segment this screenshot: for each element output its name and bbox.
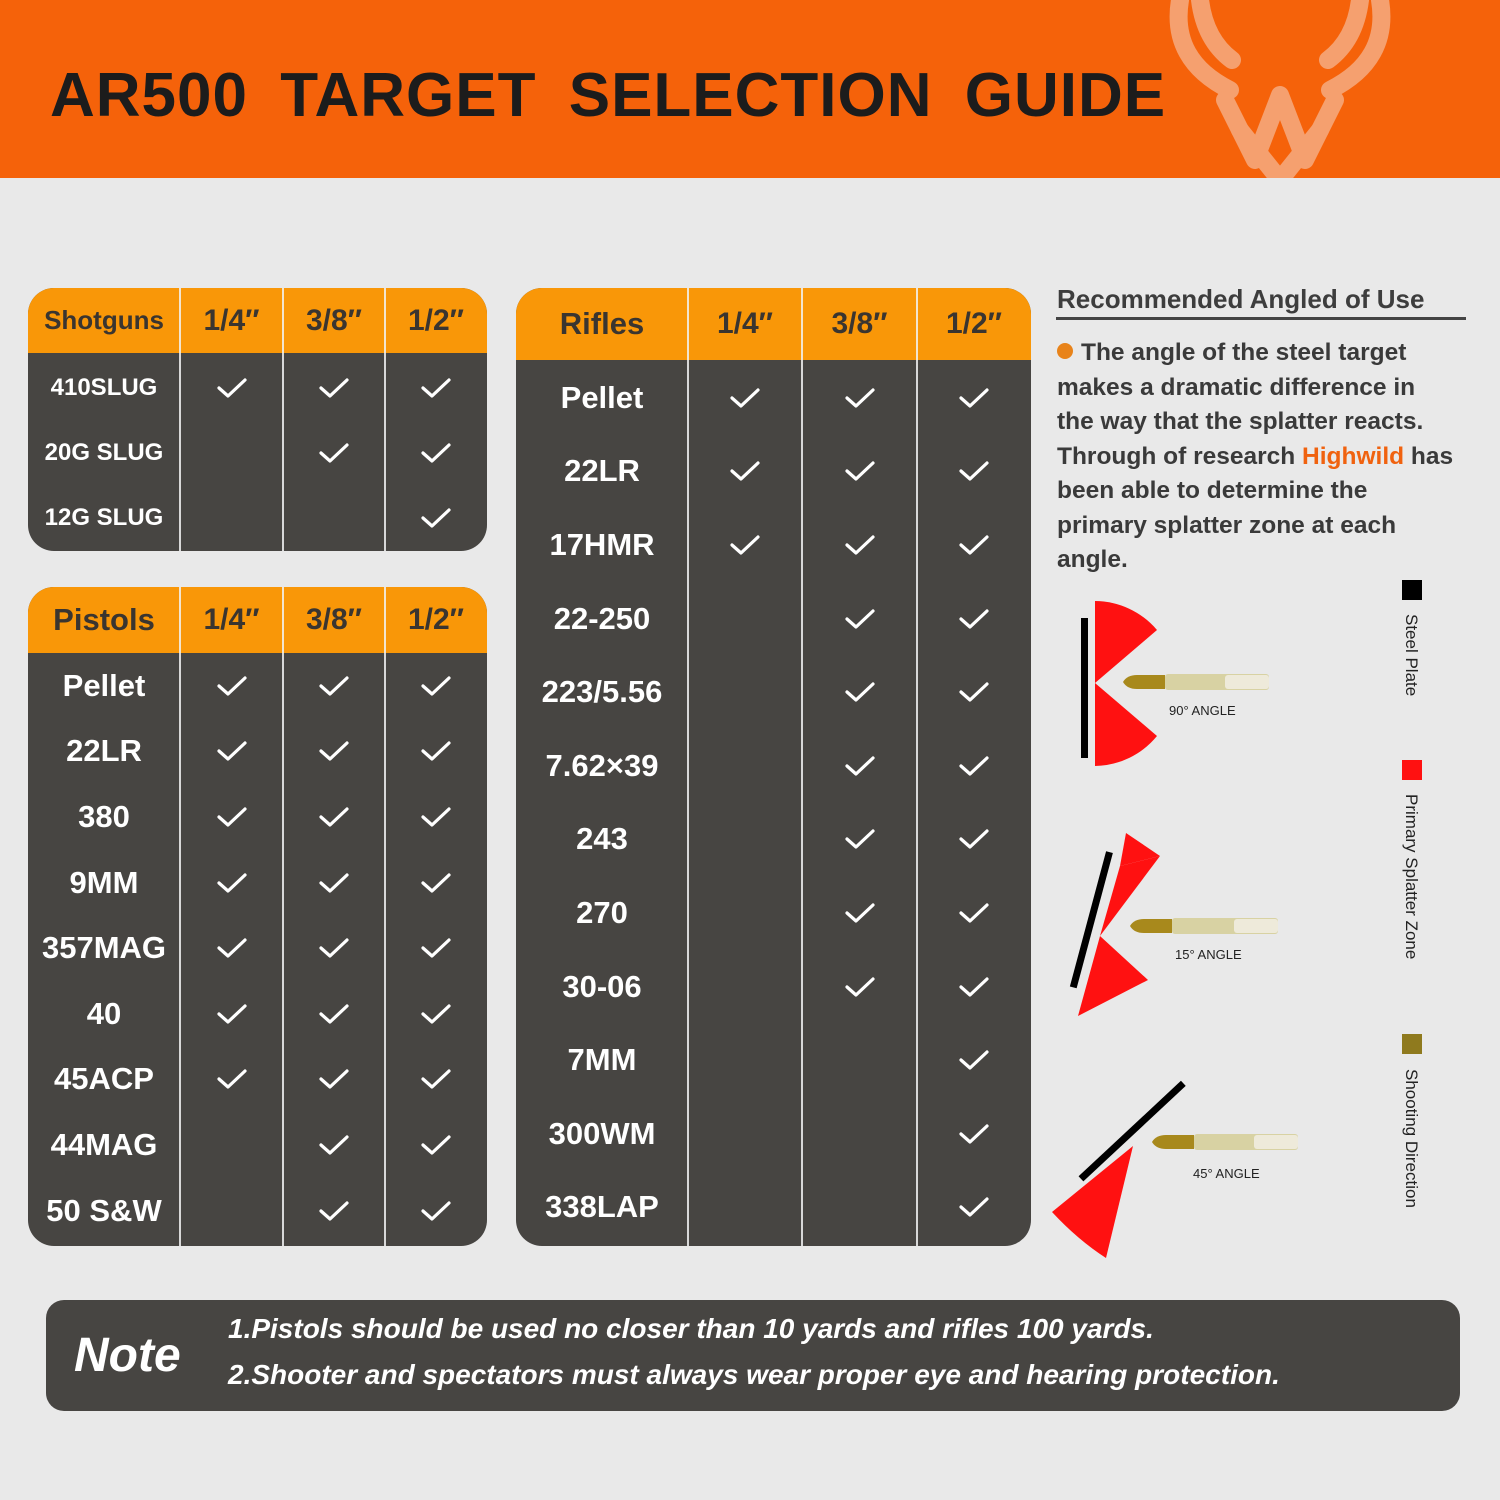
checkmark-icon — [283, 355, 385, 420]
checkmark-icon — [385, 719, 487, 785]
checkmark-icon — [688, 361, 802, 435]
checkmark-icon — [917, 876, 1031, 950]
shooting-direction-swatch — [1402, 1034, 1422, 1054]
checkmark-icon — [385, 1178, 487, 1244]
checkmark-icon — [917, 582, 1031, 656]
checkmark-icon — [385, 981, 487, 1047]
checkmark-icon — [385, 1112, 487, 1178]
checkmark-icon — [180, 719, 283, 785]
checkmark-icon — [283, 915, 385, 981]
pistols-table — [28, 587, 487, 1246]
checkmark-icon — [283, 850, 385, 916]
note-title: Note — [74, 1329, 181, 1382]
shotguns-row-label: 20G SLUG — [44, 438, 164, 466]
rifles-category-header: Rifles — [559, 306, 645, 341]
checkmark-icon — [283, 1112, 385, 1178]
shotguns-thickness-header: 1/4″ — [203, 303, 260, 337]
shotguns-thickness-header: 1/2″ — [407, 303, 465, 337]
note-line-1: 1.Pistols should be used no closer than 10 yards and rifles 100 yards. — [228, 1313, 1154, 1344]
checkmark-icon — [283, 784, 385, 850]
checkmark-icon — [917, 1097, 1031, 1171]
checkmark-icon — [917, 729, 1031, 803]
checkmark-icon — [802, 876, 917, 950]
checkmark-icon — [283, 719, 385, 785]
checkmark-icon — [180, 653, 283, 719]
checkmark-icon — [180, 784, 283, 850]
checkmark-icon — [802, 655, 917, 729]
rifles-row-label: Pellet — [560, 379, 644, 415]
description-text: The angle of the steel target makes a dramatic difference in the way that the splatter reacts. Through of research — [1057, 339, 1424, 470]
angle-90-diagram — [1075, 598, 1275, 770]
angle-45-label: 45° ANGLE — [1193, 1166, 1260, 1181]
checkmark-icon — [917, 1023, 1031, 1097]
checkmark-icon — [180, 355, 283, 420]
bullet-icon — [1152, 1134, 1298, 1150]
checkmark-icon — [917, 435, 1031, 509]
angle-15-label: 15° ANGLE — [1175, 947, 1242, 962]
rifles-row-label: 270 — [576, 894, 628, 930]
angle-description — [1057, 336, 1457, 578]
splatter-zone-upper — [1095, 601, 1157, 683]
antler-w-logo-icon — [1160, 0, 1400, 178]
splatter-zone-lower — [1078, 936, 1148, 1016]
rifles-row-label: 7MM — [567, 1042, 637, 1078]
checkmark-icon — [385, 653, 487, 719]
angle-90-label: 90° ANGLE — [1169, 703, 1236, 718]
checkmark-icon — [385, 420, 487, 485]
checkmark-icon — [917, 508, 1031, 582]
rifles-row-label: 7.62×39 — [545, 747, 659, 783]
checkmark-icon — [917, 655, 1031, 729]
checkmark-icon — [385, 850, 487, 916]
rifles-row-label: 22LR — [564, 453, 640, 489]
pistols-row-label: 9MM — [69, 864, 139, 900]
checkmark-icon — [283, 981, 385, 1047]
shotguns-row-label: 12G SLUG — [44, 503, 164, 531]
checkmark-icon — [917, 1171, 1031, 1245]
steel-plate — [1081, 618, 1088, 758]
checkmark-icon — [385, 915, 487, 981]
checkmark-icon — [688, 435, 802, 509]
checkmark-icon — [917, 950, 1031, 1024]
splatter-zone — [1052, 1146, 1133, 1258]
shotguns-table — [28, 288, 487, 551]
rifles-row-label: 22-250 — [553, 600, 651, 636]
note-line-2: 2.Shooter and spectators must always wear proper eye and hearing protection. — [228, 1359, 1280, 1390]
pistols-row-label: 22LR — [66, 733, 142, 769]
legend-shooting-direction: Shooting Direction — [1402, 1069, 1421, 1208]
rifles-row-label: 30-06 — [562, 968, 642, 1004]
page-title: AR500 TARGET SELECTION GUIDE — [50, 61, 1167, 130]
description-text-end: has been able to determine the primary splatter zone at each angle. — [1057, 442, 1454, 573]
rifles-row-label: 338LAP — [545, 1189, 659, 1225]
checkmark-icon — [283, 653, 385, 719]
pistols-thickness-header: 1/2″ — [407, 603, 465, 636]
checkmark-icon — [385, 485, 487, 550]
pistols-row-label: 45ACP — [54, 1061, 154, 1097]
rifles-table — [516, 288, 1031, 1246]
shotguns-category-header: Shotguns — [44, 305, 164, 335]
checkmark-icon — [385, 1047, 487, 1113]
steel-plate — [1079, 1081, 1186, 1182]
checkmark-icon — [802, 508, 917, 582]
legend-splatter-zone: Primary Splatter Zone — [1402, 794, 1421, 960]
checkmark-icon — [283, 1047, 385, 1113]
angle-15-diagram — [1068, 830, 1288, 1020]
rifles-row-label: 17HMR — [549, 526, 655, 562]
pistols-thickness-header: 1/4″ — [203, 603, 260, 636]
legend-steel-plate: Steel Plate — [1402, 614, 1421, 697]
pistols-thickness-header: 3/8″ — [305, 603, 363, 636]
pistols-row-label: 50 S&W — [46, 1192, 162, 1228]
header-banner — [0, 0, 1500, 178]
checkmark-icon — [917, 361, 1031, 435]
checkmark-icon — [802, 729, 917, 803]
pistols-row-label: Pellet — [62, 667, 146, 703]
rifles-thickness-header: 3/8″ — [831, 307, 888, 340]
checkmark-icon — [802, 803, 917, 877]
pistols-row-label: 40 — [86, 995, 122, 1031]
checkmark-icon — [802, 435, 917, 509]
checkmark-icon — [180, 1047, 283, 1113]
shotguns-thickness-header: 3/8″ — [305, 303, 363, 337]
rifles-row-label: 243 — [576, 821, 628, 857]
rifles-row-label: 223/5.56 — [541, 674, 663, 710]
splatter-zone-lower — [1095, 683, 1157, 766]
bullet-icon — [1130, 918, 1278, 934]
pistols-row-label: 44MAG — [50, 1126, 158, 1162]
brand-name: Highwild — [1302, 442, 1405, 470]
splatter-zone-swatch — [1402, 760, 1422, 780]
pistols-category-header: Pistols — [53, 602, 155, 637]
checkmark-icon — [385, 355, 487, 420]
bullet-dot-icon — [1057, 343, 1073, 359]
angle-45-diagram — [1048, 1080, 1308, 1260]
title-underline — [1056, 317, 1466, 320]
checkmark-icon — [802, 361, 917, 435]
rifles-thickness-header: 1/2″ — [945, 307, 1003, 340]
checkmark-icon — [180, 850, 283, 916]
checkmark-icon — [385, 784, 487, 850]
steel-plate-swatch — [1402, 580, 1422, 600]
checkmark-icon — [283, 1178, 385, 1244]
checkmark-icon — [180, 915, 283, 981]
checkmark-icon — [802, 950, 917, 1024]
checkmark-icon — [180, 981, 283, 1047]
rifles-thickness-header: 1/4″ — [716, 307, 774, 340]
pistols-row-label: 357MAG — [41, 930, 167, 966]
angle-section-title: Recommended Angled of Use — [1057, 284, 1425, 314]
shotguns-row-label: 410SLUG — [50, 373, 158, 401]
pistols-row-label: 380 — [78, 798, 130, 834]
checkmark-icon — [802, 582, 917, 656]
checkmark-icon — [688, 508, 802, 582]
bullet-icon — [1123, 674, 1269, 690]
checkmark-icon — [917, 803, 1031, 877]
checkmark-icon — [283, 420, 385, 485]
rifles-row-label: 300WM — [548, 1115, 656, 1151]
